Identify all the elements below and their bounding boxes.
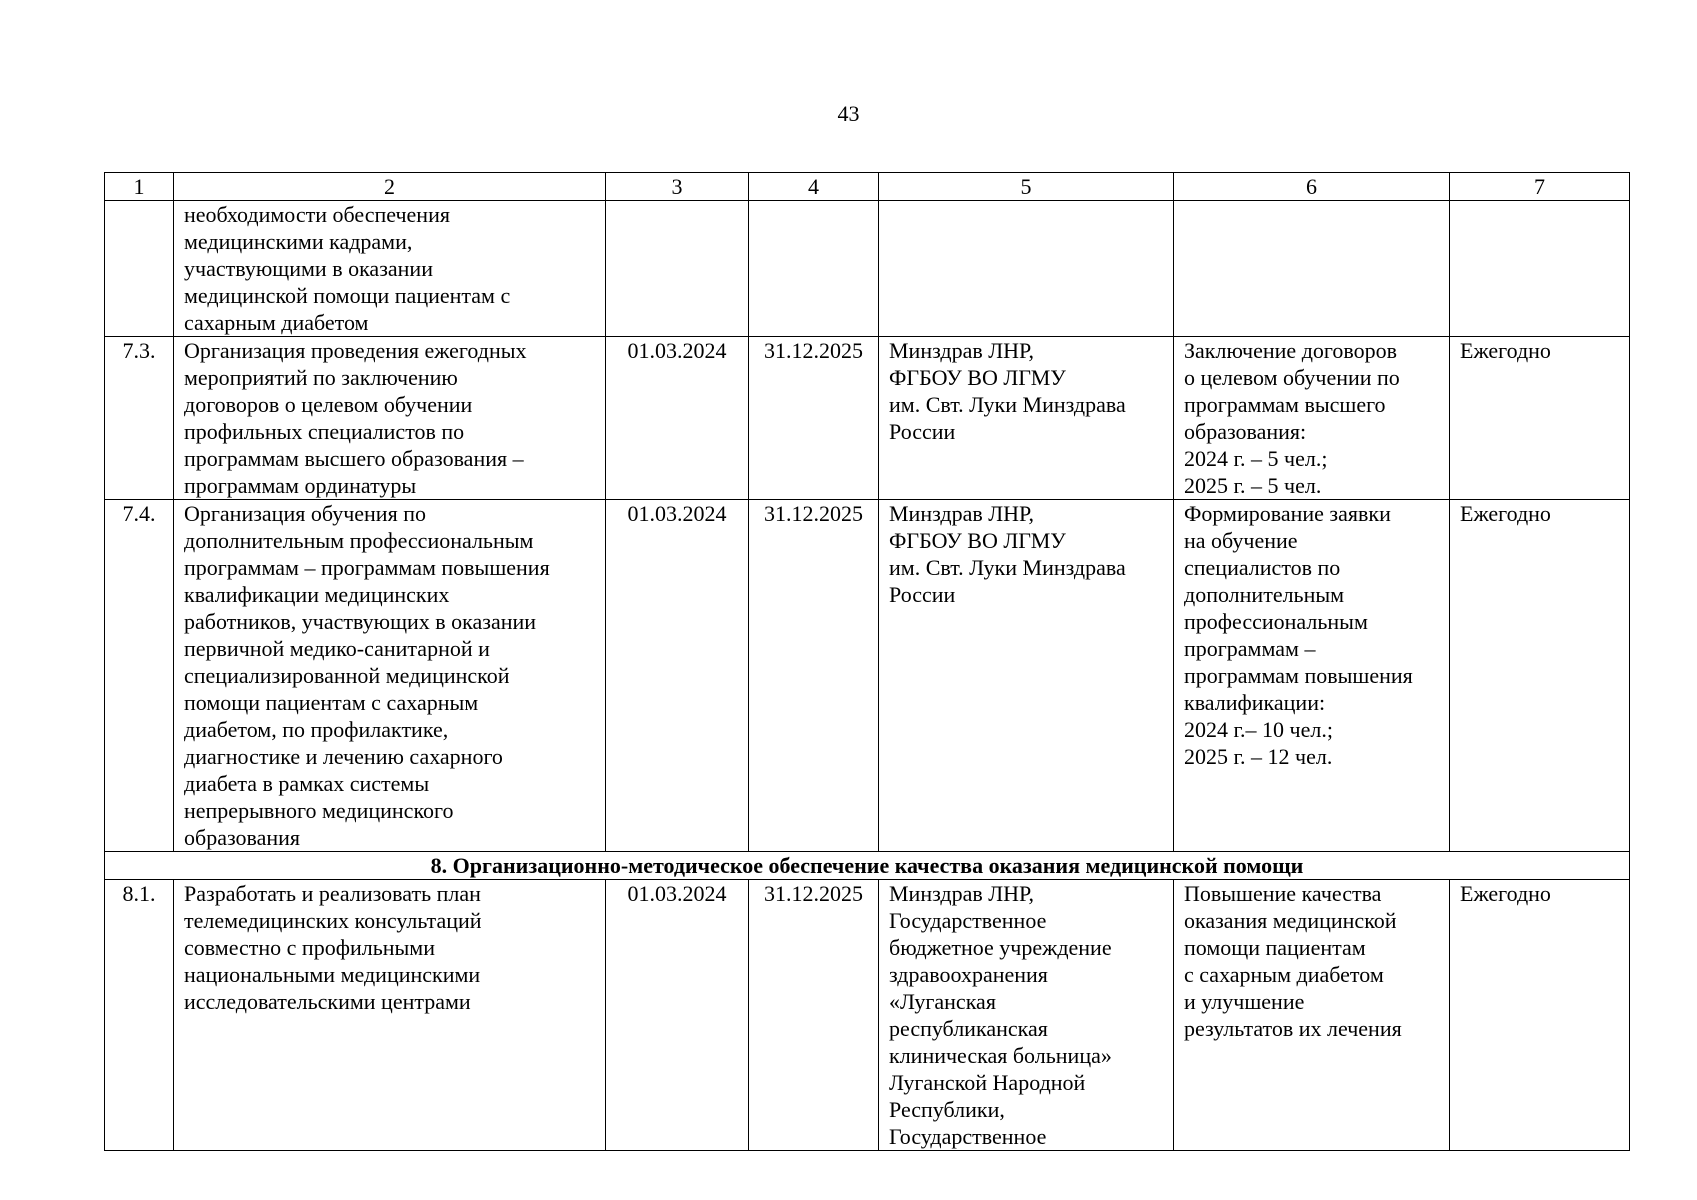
column-number: 1: [105, 173, 174, 201]
table-row: [105, 500, 1630, 852]
responsible-executors: [879, 201, 1174, 337]
measure-text: необходимости обеспечения медицинскими кадрами, участвующими в оказании медицинской помощи пациентам с сахарным диабетом: [174, 201, 606, 337]
measure-text: Организация проведения ежегодных мероприятий по заключению договоров о целевом обучении профильных специалистов по программам высшего образования – программам ординатуры: [174, 337, 606, 500]
measure-text: Разработать и реализовать план телемедицинских консультаций совместно с профильными национальными медицинскими исследовательскими центрами: [174, 880, 606, 1151]
start-date: 01.03.2024: [606, 500, 749, 852]
measures-table: [104, 172, 1630, 1151]
end-date: 31.12.2025: [749, 500, 879, 852]
periodicity: [1450, 201, 1630, 337]
table-row: [105, 337, 1630, 500]
table-row: [105, 880, 1630, 1151]
periodicity: Ежегодно: [1450, 880, 1630, 1151]
periodicity: Ежегодно: [1450, 337, 1630, 500]
end-date: 31.12.2025: [749, 880, 879, 1151]
column-number: 3: [606, 173, 749, 201]
expected-result: [1174, 201, 1450, 337]
expected-result: Заключение договоров о целевом обучении по программам высшего образования: 2024 г. – 5 чел.; 2025 г. – 5 чел.: [1174, 337, 1450, 500]
end-date: [749, 201, 879, 337]
page-number: 43: [837, 101, 860, 126]
start-date: [606, 201, 749, 337]
expected-result: Повышение качества оказания медицинской помощи пациентам с сахарным диабетом и улучшение результатов их лечения: [1174, 880, 1450, 1151]
column-number: 2: [174, 173, 606, 201]
measure-text: Организация обучения по дополнительным профессиональным программам – программам повышения квалификации медицинских работников, участвующих в оказании первичной медико-санитарной и специализированной медицинской помощи пациентам с сахарным диабетом, по профилактике, диагностике и лечению сахарного диабета в рамках системы непрерывного медицинского образования: [174, 500, 606, 852]
start-date: 01.03.2024: [606, 880, 749, 1151]
section-row: [105, 852, 1630, 880]
section-title: 8. Организационно-методическое обеспечение качества оказания медицинской помощи: [105, 852, 1630, 880]
responsible-executors: Минздрав ЛНР, ФГБОУ ВО ЛГМУ им. Свт. Луки Минздрава России: [879, 500, 1174, 852]
column-number: 4: [749, 173, 879, 201]
column-number: 5: [879, 173, 1174, 201]
responsible-executors: Минздрав ЛНР, ФГБОУ ВО ЛГМУ им. Свт. Луки Минздрава России: [879, 337, 1174, 500]
item-number: 7.3.: [105, 337, 174, 500]
responsible-executors: Минздрав ЛНР, Государственное бюджетное учреждение здравоохранения «Луганская республиканская клиническая больница» Луганской Народной Республики, Государственное: [879, 880, 1174, 1151]
column-number-row: [105, 173, 1630, 201]
item-number: 8.1.: [105, 880, 174, 1151]
item-number: 7.4.: [105, 500, 174, 852]
item-number: [105, 201, 174, 337]
column-number: 7: [1450, 173, 1630, 201]
column-number: 6: [1174, 173, 1450, 201]
periodicity: Ежегодно: [1450, 500, 1630, 852]
table-row: [105, 201, 1630, 337]
expected-result: Формирование заявки на обучение специалистов по дополнительным профессиональным программам – программам повышения квалификации: 2024 г.– 10 чел.; 2025 г. – 12 чел.: [1174, 500, 1450, 852]
end-date: 31.12.2025: [749, 337, 879, 500]
start-date: 01.03.2024: [606, 337, 749, 500]
